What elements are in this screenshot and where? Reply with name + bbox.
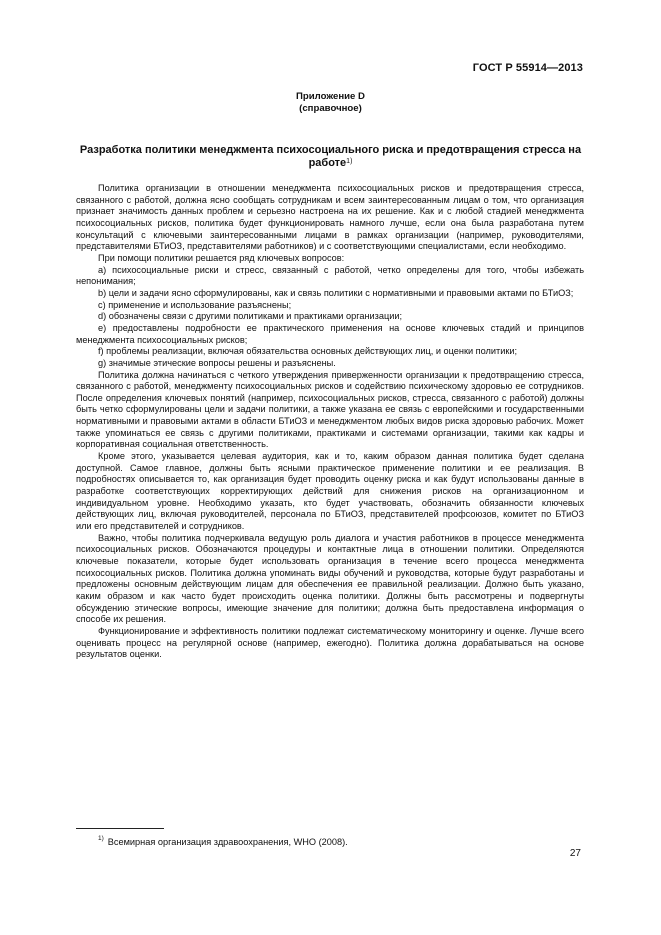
list-item: b) цели и задачи ясно сформулированы, как и связь политики с нормативными и правовыми актами по БТиОЗ; xyxy=(98,287,574,298)
list-item: f) проблемы реализации, включая обязательства основных действующих лиц, и оценки политики; xyxy=(98,346,518,357)
paragraph: Кроме этого, указывается целевая аудитория, как и то, каким образом данная политика будет сделана доступной. Самое главное, должны быть ясными практическое применение политики и ее реализация. В подробностях описывается то, как организация будет проводить оценку риска и как будут использованы данные в разработке соответствующих корректирующих действий для снижения рисков на организационном и индивидуальном уровне. Необходимо указать, кто будет участвовать, обозначить обязанности ключевых действующих лиц, включая руководителей, персонала по БТиОЗ, представителей профсоюзов, комитет по БТиОЗ или его представителей и сотрудников. xyxy=(76,451,584,532)
list-item: g) значимые этические вопросы решены и разъяснены. xyxy=(98,357,336,368)
footnote-mark: 1) xyxy=(98,835,104,842)
standard-number: ГОСТ Р 55914—2013 xyxy=(472,62,583,74)
annex-label: Приложение D xyxy=(296,91,365,102)
footnote-text: Всемирная организация здравоохранения, WHO (2008). xyxy=(107,837,348,848)
paragraph: При помощи политики решается ряд ключевых вопросов: xyxy=(98,252,345,263)
list-item: c) применение и использование разъяснены; xyxy=(98,299,292,310)
list-item: а) психосоциальные риски и стресс, связанный с работой, четко определены для того, чтобы избежать непонимания; xyxy=(76,264,584,287)
list-item: e) предоставлены подробности ее практического применения на основе ключевых стадий и принципов менеджмента психосоциальных рисков; xyxy=(76,322,584,345)
title-text: Разработка политики менеджмента психосоциального риска и предотвращения стресса на работе xyxy=(79,144,582,169)
page-number: 27 xyxy=(569,848,581,859)
list-item: d) обозначены связи с другими политиками и практиками организации; xyxy=(98,311,403,322)
paragraph: Функционирование и эффективность политики подлежат систематическому мониторингу и оценке. Лучше всего оценивать процесс на регулярной основе (например, ежегодно). Политика должна дорабатываться на основе результатов оценки. xyxy=(76,625,584,660)
title-footnote-mark: 1) xyxy=(346,158,353,165)
paragraph: Политика организации в отношении менеджмента психосоциальных рисков и предотвращения стресса, связанного с работой, должна ясно сообщать сотрудникам и всем заинтересованным лицам о том, что организация признает значимость данных проблем и серьезно настроена на их решение. Как и с любой стадией менеджмента психосоциальных рисков, политика будет функционировать намного лучше, если она была разработана путем консультаций с ключевыми заинтересованными лицами в рамках организации (например, руководителями, представителями БТиОЗ, представителями работников) и с соответствующими специалистами, если необходимо. xyxy=(76,183,584,252)
footnote xyxy=(76,834,348,848)
section-title xyxy=(60,144,601,170)
paragraph: Важно, чтобы политика подчеркивала ведущую роль диалога и участия работников в процессе менеджмента психосоциальных рисков. Обозначаются процедуры и контактные лица в отношении политики. Определяются ключевые показатели, которые будет использовать организация в течение всего процесса менеджмента психосоциальных рисков. Политика должна упоминать виды обучений и руководства, которые будут разработаны и предложены основным действующим лицам для обеспечения ее правильной реализации. Должно быть указано, каким образом и как часто будет происходить оценка политики. Должны быть рассмотрены и подвергнуты обсуждению этические вопросы, имеющие значение для политики; должна быть предоставлена информация о способе их решения. xyxy=(76,532,584,625)
paragraph: Политика должна начинаться с четкого утверждения приверженности организации к предотвращению стресса, связанного с работой, менеджменту психосоциальных рисков и содействию психическому здоровью ее сотрудников. После определения ключевых понятий (например, психосоциальных рисков, стресса, связанного с работой) должны быть четко сформулированы цели и задачи политики, а также указана ее связь с европейскими и государственными нормативными и правовыми актами в области БТиОЗ и менеджментом любых видов риска здоровью рабочих. Может также упоминаться ее связь с другими политиками, практиками и системами организации, такими как кадры и корпоративная социальная ответственность. xyxy=(76,369,584,450)
annex-type: (справочное) xyxy=(299,103,362,114)
footnote-divider xyxy=(76,828,164,829)
body-text xyxy=(76,183,584,661)
annex-heading xyxy=(0,91,661,115)
